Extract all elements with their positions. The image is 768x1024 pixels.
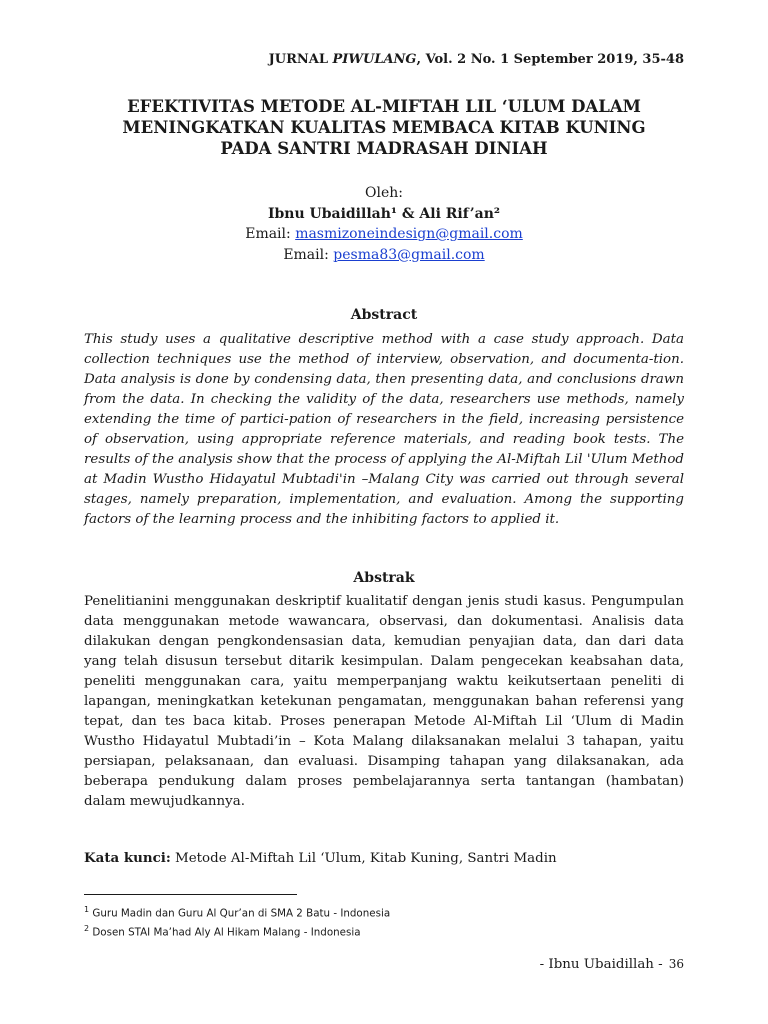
footer-author: - Ibnu Ubaidillah - (539, 957, 663, 972)
author-names: Ibnu Ubaidillah¹ & Ali Rif’an² (267, 205, 501, 222)
footnotes (84, 902, 684, 941)
author-block (84, 183, 684, 265)
footnote-divider (84, 894, 297, 895)
abstract-heading: Abstract (350, 307, 418, 323)
footnote-mark: 2 (84, 924, 90, 934)
journal-volume: , Vol. 2 No. 1 September 2019, 35-48 (416, 52, 684, 67)
email-link-2[interactable]: pesma83@gmail.com (333, 246, 485, 263)
journal-header (269, 52, 684, 67)
title-line-1: EFEKTIVITAS METODE AL-MIFTAH LIL ‘ULUM DALAM (127, 97, 641, 116)
abstrak-heading: Abstrak (353, 570, 415, 586)
email-line-2 (84, 245, 684, 266)
abstrak-indonesian-text: Penelitianini menggunakan deskriptif kualitatif dengan jenis studi kasus. Pengumpulan data menggunakan metode wawancara, observasi, dan dokumentasi. Analisis data dilakukan dengan pengkondensasian data, kemudian penyajian data, dan dari data yang telah disusun tersebut ditarik kesimpulan. Dalam pengecekan keabsahan data, peneliti menggunakan cara, yaitu memperpanjang waktu keikutsertaan peneliti di lapangan, meningkatkan ketekunan pengamatan, menggunakan bahan referensi yang tepat, dan tes baca kitab. Proses penerapan Metode Al-Miftah Lil ‘Ulum di Madin Wustho Hidayatul Mubtadi’in – Kota Malang dilaksanakan melalui 3 tahapan, yaitu persiapan, pelaksanaan, dan evaluasi. Disamping tahapan yang dilaksanakan, ada beberapa pendukung dalam proses pembelajarannya serta tantangan (hambatan) dalam mewujudkannya. (84, 594, 684, 809)
paper-title (84, 96, 684, 159)
email-label: Email: (245, 226, 296, 242)
abstract-english-text: This study uses a qualitative descriptive method with a case study approach. Data collection techniques use the method of interview, observation, and documenta-tion. Data analysis is done by condensing data, then presenting data, and conclusions drawn from the data. In checking the validity of the data, researchers use methods, namely extending the time of partici-pation of researchers in the field, increasing persistence of observation, using appropriate reference materials, and reading book tests. The results of the analysis show that the process of applying the Al-Miftah Lil 'Ulum Method at Madin Wustho Hidayatul Mubtadi'in –Malang City was carried out through several stages, namely preparation, implementation, and evaluation. Among the supporting factors of the learning process and the inhibiting factors to applied it. (84, 332, 684, 527)
footnote-text: Dosen STAI Ma’had Aly Al Hikam Malang - Indonesia (89, 926, 361, 939)
email-line-1 (84, 224, 684, 245)
journal-name: PIWULANG (332, 52, 417, 67)
title-line-2: MENINGKATKAN KUALITAS MEMBACA KITAB KUNING (122, 118, 646, 137)
footnote-1 (84, 902, 684, 921)
footnote-text: Guru Madin dan Guru Al Qur’an di SMA 2 Batu - Indonesia (89, 907, 391, 920)
email-label: Email: (283, 246, 334, 263)
page-number: 36 (668, 957, 684, 971)
footnote-mark: 1 (84, 905, 90, 914)
keywords-label: Kata kunci: (84, 850, 171, 866)
keywords (84, 848, 684, 869)
keywords-text: Metode Al-Miftah Lil ‘Ulum, Kitab Kuning, Santri Madin (170, 851, 557, 866)
email-link-1[interactable]: masmizoneindesign@gmail.com (295, 226, 523, 242)
oleh-label: Oleh: (365, 185, 403, 201)
page-footer (540, 957, 684, 972)
title-line-3: PADA SANTRI MADRASAH DINIAH (220, 139, 548, 158)
journal-prefix: JURNAL (268, 52, 333, 67)
footnote-2 (84, 921, 684, 940)
